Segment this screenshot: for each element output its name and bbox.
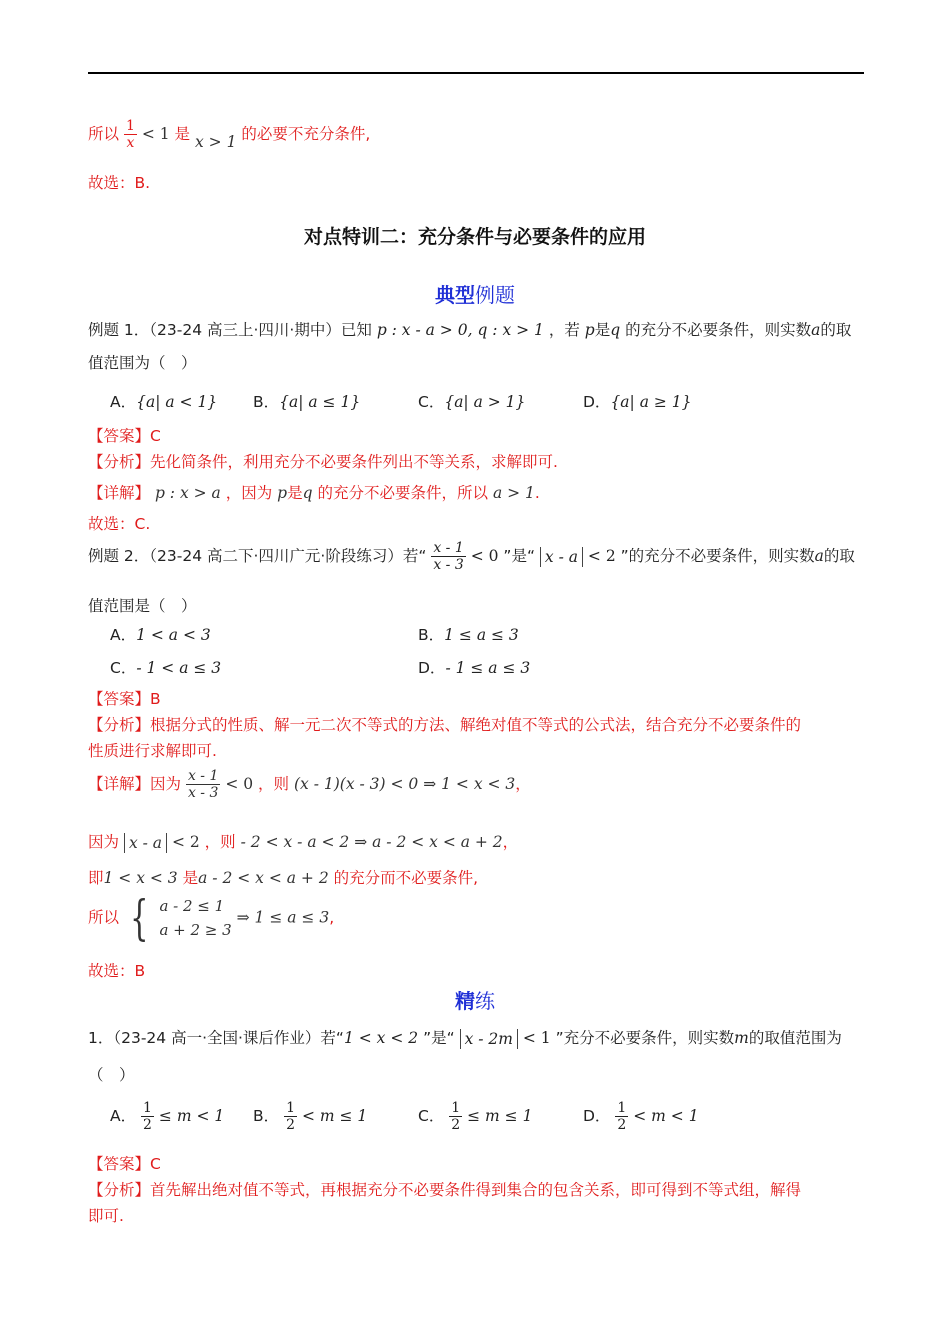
q1-analysis-l2: 即可. [88, 1207, 124, 1225]
q1-question: 1．（23-24 高一·全国·课后作业）若“1 < x < 2 ”是“ x - 2m < 1 ”充分不必要条件，则实数m的取值范围为 [88, 1029, 842, 1048]
ex1-question-line2: 值范围为（ ） [88, 354, 197, 372]
ex1-option-a: A．{a| a < 1} [110, 393, 218, 411]
ex1-option-c: C．{a| a > 1} [418, 393, 526, 411]
ex2-question: 例题 2．（23-24 高二下·四川广元·阶段练习）若“ $\frac{x - 1}{x - 3}$ < 0 ”是“ x - a < 2 ”的充分不必要条件，则实数a的取 [88, 540, 855, 573]
ex2-answer: 【答案】B [88, 690, 161, 708]
ex2-option-a: A．1 < a < 3 [110, 626, 211, 644]
typical-heading: 典型例题 [435, 283, 515, 307]
ex2-detail-line4: 所以 { a - 2 ≤ 1 a + 2 ≥ 3 ⇒ 1 ≤ a ≤ 3, [88, 890, 335, 946]
left-brace: { [130, 890, 149, 946]
q1-analysis-l1: 【分析】首先解出绝对值不等式，再根据充分不必要条件得到集合的包含关系，即可得到不等式组，解得 [88, 1181, 802, 1199]
q1-option-d: D． $\frac{1}{2}$ < m < 1 [583, 1100, 699, 1133]
q1-answer: 【答案】C [88, 1155, 161, 1173]
header-rule [88, 72, 864, 74]
ex1-option-b: B．{a| a ≤ 1} [253, 393, 361, 411]
ex2-option-c: C．- 1 < a ≤ 3 [110, 659, 222, 677]
top-conclusion: 所以 $\frac{1}{x}$ < 1 是 x > 1 的必要不充分条件, [88, 118, 371, 151]
ex1-question: 例题 1．（23-24 高三上·四川·期中）已知 p : x - a > 0, q : x > 1 ，若 p是q 的充分不必要条件，则实数a的取 [88, 321, 852, 339]
ex2-choice: 故选：B [88, 962, 146, 980]
ex2-detail-line2: 因为 x - a < 2 ，则 - 2 < x - a < 2 ⇒ a - 2 < x < a + 2， [88, 833, 519, 852]
ex2-detail-line1: 【详解】因为 $\frac{x - 1}{x - 3}$ < 0 ，则 (x - 1)(x - 3) < 0 ⇒ 1 < x < 3， [88, 768, 531, 801]
ex1-answer: 【答案】C [88, 427, 161, 445]
ex2-analysis-l1: 【分析】根据分式的性质、解一元二次不等式的方法、解绝对值不等式的公式法，结合充分不必要条件的 [88, 716, 802, 734]
ex2-question-line2: 值范围是（ ） [88, 597, 197, 615]
ex1-detail: 【详解】 p : x > a ，因为 p是q 的充分不必要条件，所以 a > 1. [88, 484, 540, 502]
ex2-option-d: D．- 1 ≤ a ≤ 3 [418, 659, 531, 677]
practice-heading: 精练 [455, 989, 495, 1013]
ex1-choice: 故选：C. [88, 515, 151, 533]
q1-option-c: C． $\frac{1}{2}$ ≤ m ≤ 1 [418, 1100, 533, 1133]
q1-option-b: B． $\frac{1}{2}$ < m ≤ 1 [253, 1100, 368, 1133]
ex2-analysis-l2: 性质进行求解即可. [88, 742, 217, 760]
ex2-detail-line3: 即1 < x < 3 是a - 2 < x < a + 2 的充分而不必要条件, [88, 869, 479, 887]
ex1-analysis: 【分析】先化简条件，利用充分不必要条件列出不等关系，求解即可. [88, 453, 558, 471]
section-title: 对点特训二：充分条件与必要条件的应用 [303, 226, 646, 248]
ex2-option-b: B．1 ≤ a ≤ 3 [418, 626, 519, 644]
ex1-option-d: D．{a| a ≥ 1} [583, 393, 692, 411]
q1-question-line2: （ ） [88, 1066, 135, 1084]
top-choice: 故选：B. [88, 174, 151, 192]
q1-option-a: A． $\frac{1}{2}$ ≤ m < 1 [110, 1100, 225, 1133]
